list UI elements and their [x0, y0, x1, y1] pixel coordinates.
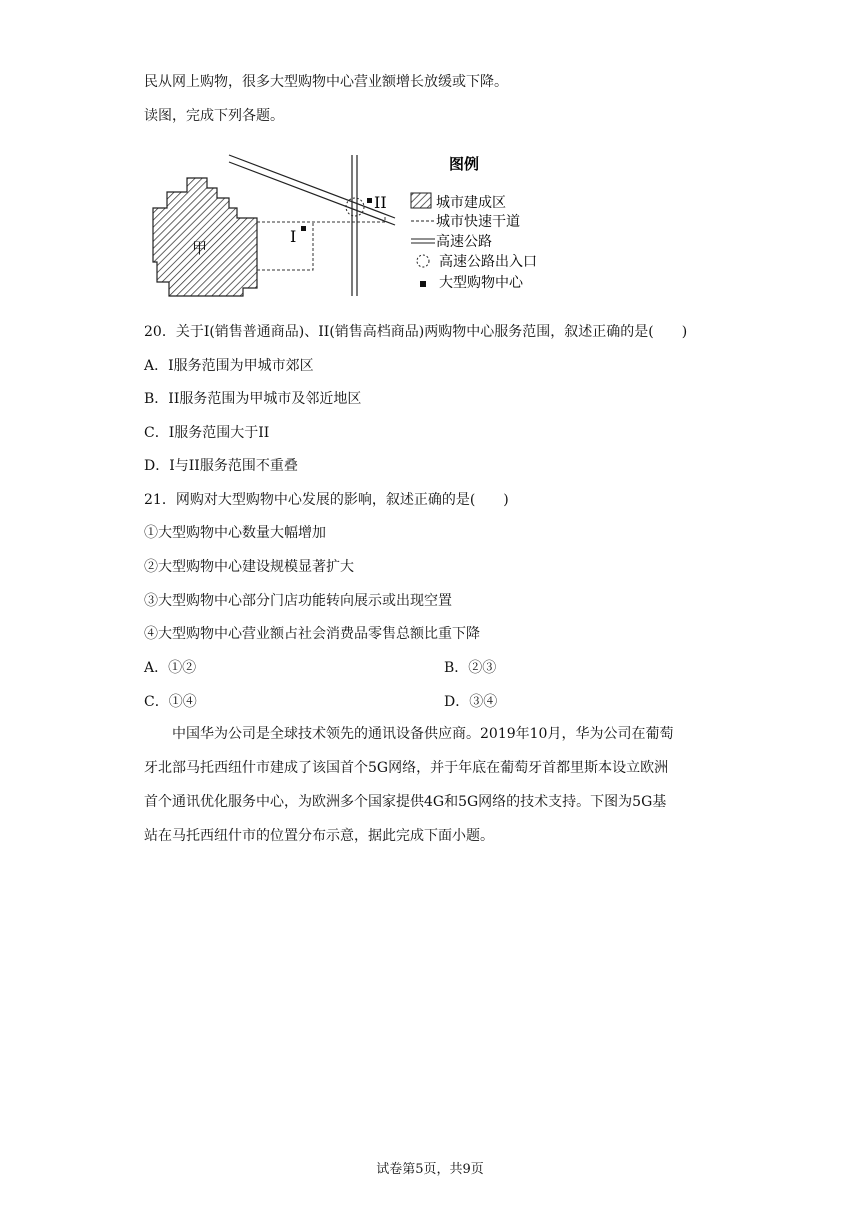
q21-option-a: A．①②: [144, 660, 197, 676]
city-label: 甲: [192, 239, 208, 257]
legend-label-expressway: 城市快速干道: [436, 214, 520, 230]
q21-statement-2: ②大型购物中心建设规模显著扩大: [144, 559, 354, 575]
legend-exit-swatch: [417, 255, 429, 267]
mall-2-marker: [367, 198, 372, 203]
instruction: 读图，完成下列各题。: [144, 108, 284, 124]
q21-statement-3: ③大型购物中心部分门店功能转向展示或出现空置: [144, 593, 452, 609]
map-svg: [145, 150, 565, 302]
legend-label-builtup: 城市建成区: [436, 195, 506, 211]
map-figure: [145, 150, 565, 302]
passage-line-2: 牙北部马托西纽什市建成了该国首个5G网络，并于年底在葡萄牙首都里斯本设立欧洲: [144, 760, 669, 776]
q20-stem: 20．关于I(销售普通商品)、II(销售高档商品)两购物中心服务范围，叙述正确的是( ): [144, 324, 688, 340]
city-builtup-area: [153, 178, 257, 296]
q20-option-a: A．I服务范围为甲城市郊区: [144, 358, 314, 374]
q21-option-d: D．③④: [444, 694, 498, 710]
legend-title: 图例: [449, 155, 480, 173]
legend-label-highway: 高速公路: [436, 234, 492, 250]
legend-label-mall: 大型购物中心: [439, 275, 523, 291]
urban-expressway: [257, 216, 385, 222]
highway-diagonal-a: [229, 155, 395, 218]
page-footer: 试卷第5页，共9页: [376, 1162, 484, 1177]
legend-hatch-swatch: [411, 193, 431, 208]
passage-line-4: 站在马托西纽什市的位置分布示意，据此完成下面小题。: [144, 828, 494, 844]
q20-option-c: C．I服务范围大于II: [144, 425, 270, 441]
q21-option-c: C．①④: [144, 694, 197, 710]
highway-diagonal-b: [229, 162, 395, 225]
passage-line-1: 中国华为公司是全球技术领先的通讯设备供应商。2019年10月，华为公司在葡萄: [172, 726, 674, 742]
legend-mall-swatch: [420, 281, 426, 287]
intro-tail: 民从网上购物，很多大型购物中心营业额增长放缓或下降。: [144, 74, 508, 90]
mall-2-label: II: [374, 193, 387, 212]
q21-stem: 21．网购对大型购物中心发展的影响，叙述正确的是( ): [144, 492, 509, 508]
q21-statement-1: ①大型购物中心数量大幅增加: [144, 525, 326, 541]
q20-option-d: D．I与II服务范围不重叠: [144, 458, 298, 474]
q21-option-b: B．②③: [444, 660, 497, 676]
mall-1-marker: [301, 226, 306, 231]
q20-option-b: B．II服务范围为甲城市及邻近地区: [144, 391, 362, 407]
legend-label-exit: 高速公路出入口: [439, 254, 537, 270]
mall-1-label: I: [290, 227, 297, 246]
passage-line-3: 首个通讯优化服务中心，为欧洲多个国家提供4G和5G网络的技术支持。下图为5G基: [144, 794, 667, 810]
q21-statement-4: ④大型购物中心营业额占社会消费品零售总额比重下降: [144, 626, 480, 642]
